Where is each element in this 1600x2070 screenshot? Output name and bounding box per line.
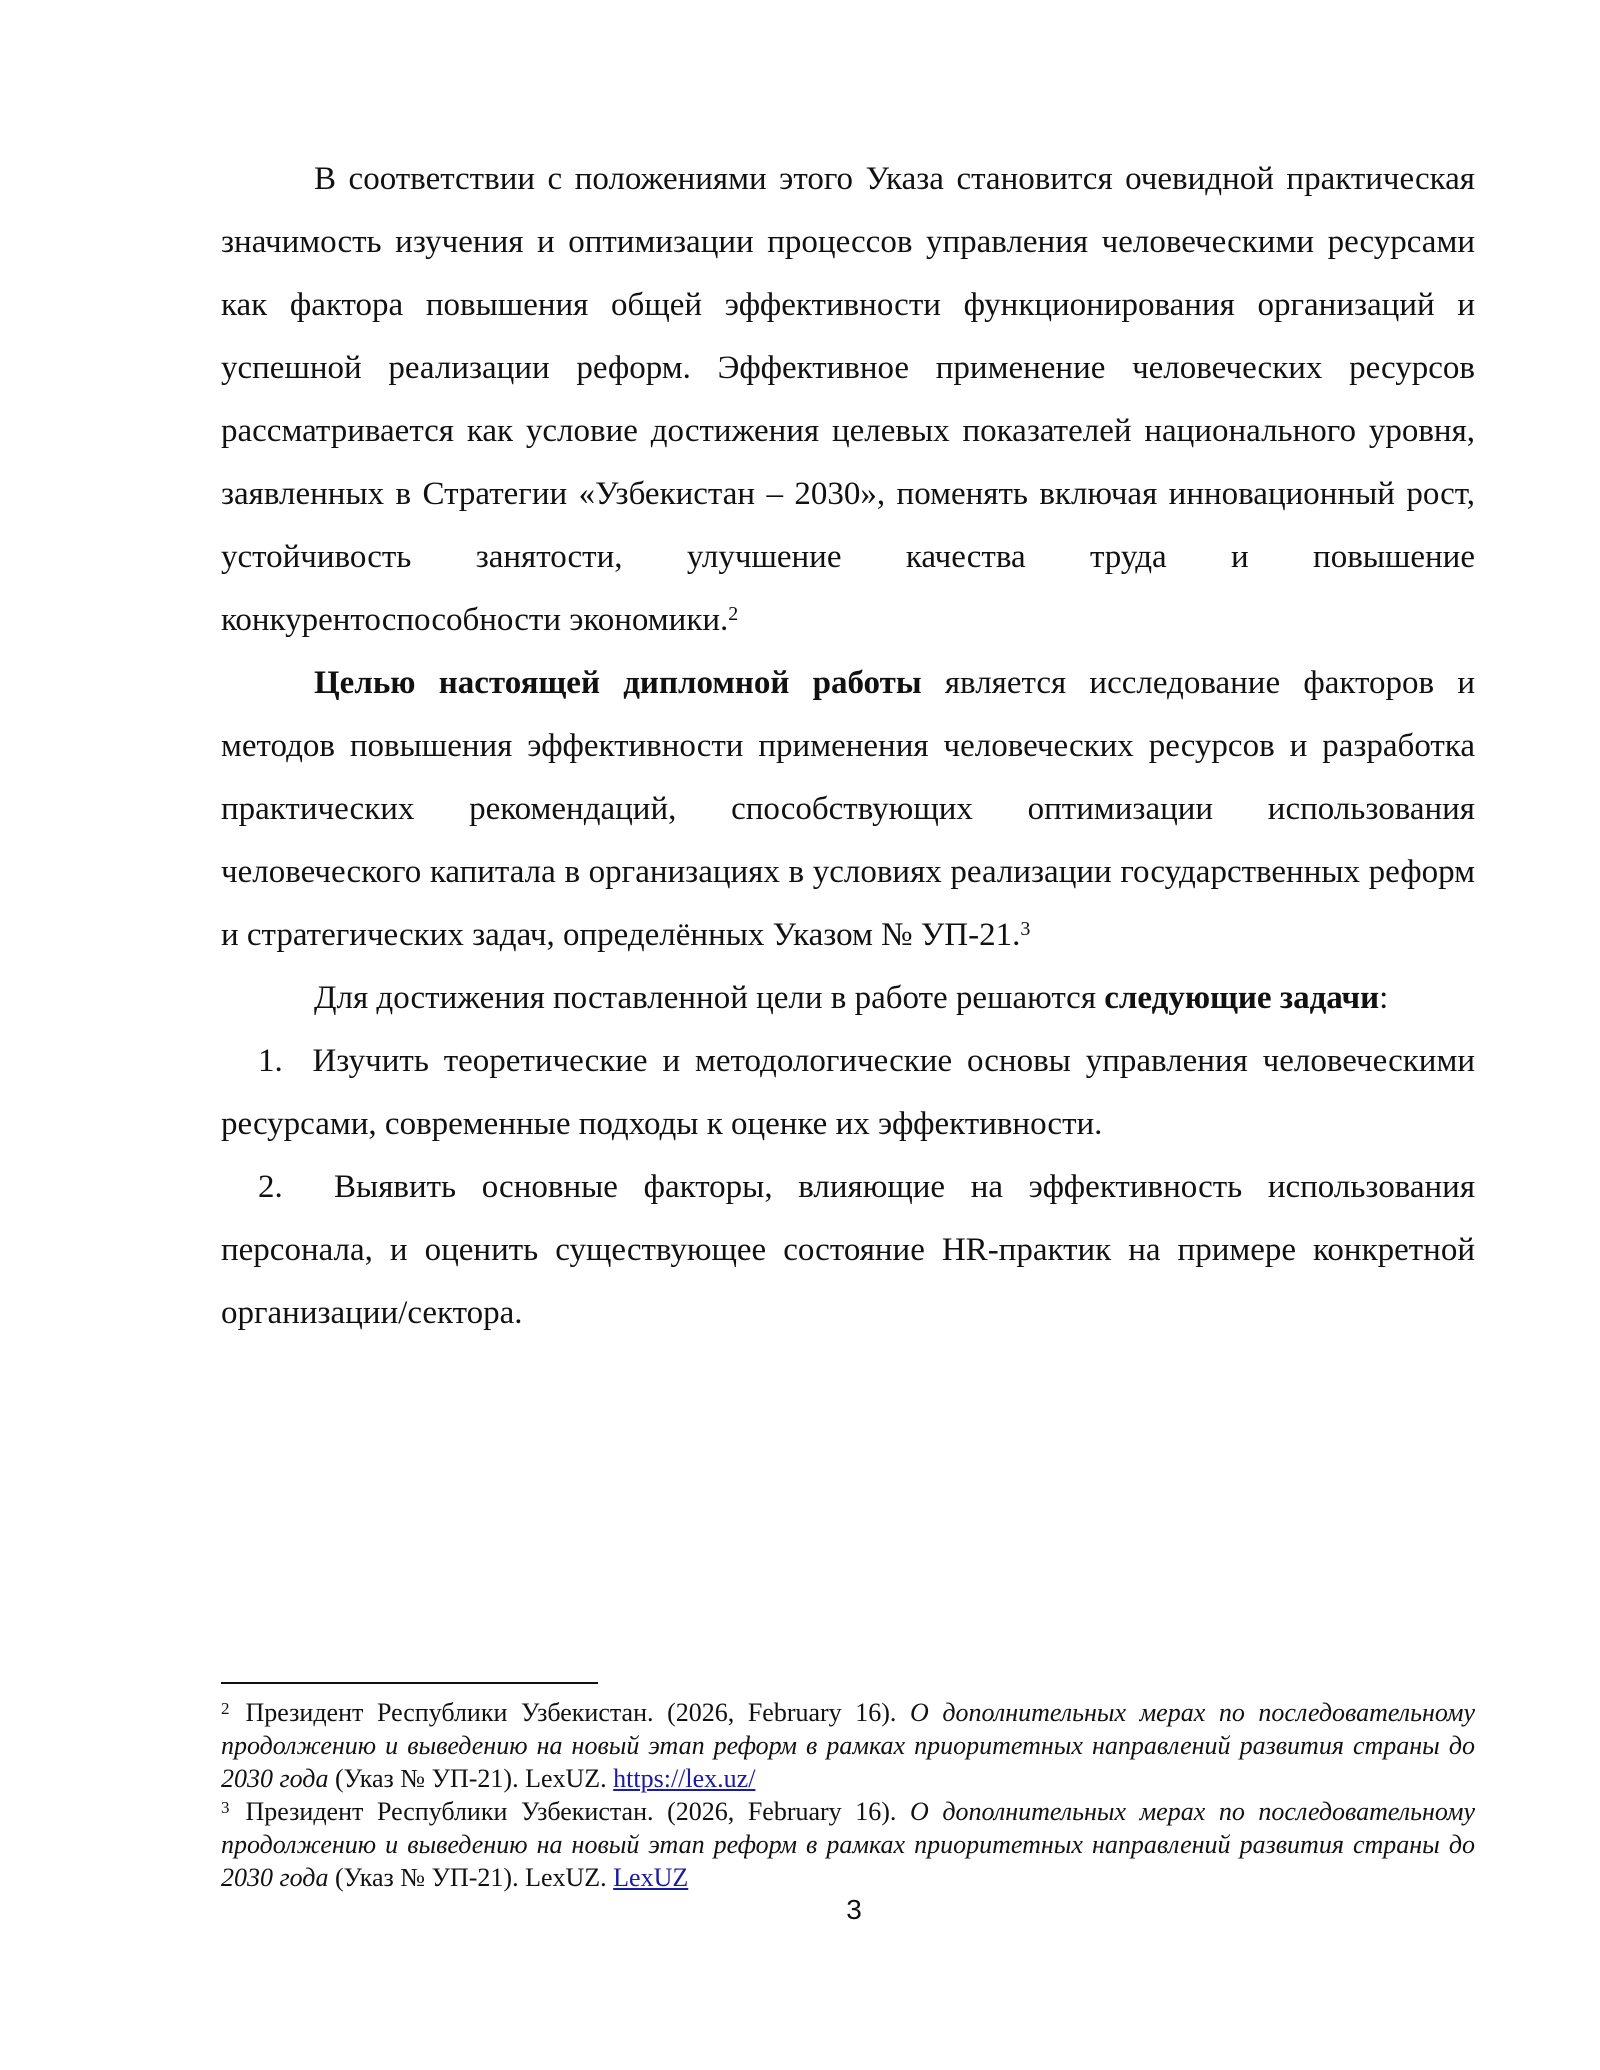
footnote-suffix: (Указ № УП-21). LexUZ. [328, 1764, 614, 1793]
footnote-suffix: (Указ № УП-21). LexUZ. [328, 1863, 614, 1892]
task-text: Изучить теоретические и методологические основы управления человеческими ресурсами, современные подходы к оценке их эффективности. [221, 1043, 1475, 1142]
footnote-link[interactable]: https://lex.uz/ [613, 1764, 756, 1793]
footnote-link[interactable]: LexUZ [613, 1863, 689, 1892]
task-text: Выявить основные факторы, влияющие на эффективность использования персонала, и оценить существующее состояние HR-практик на примере конкретной организации/сектора. [221, 1169, 1476, 1331]
task-number: 2. [258, 1169, 283, 1205]
footnote-ref-2[interactable]: 2 [728, 603, 739, 625]
footnote-prefix: Президент Республики Узбекистан. (2026, February 16). [245, 1797, 911, 1826]
paragraph-context [221, 148, 1475, 652]
body-text [221, 148, 1475, 1345]
task-item-2 [221, 1156, 1475, 1345]
task-item-1 [221, 1030, 1475, 1156]
paragraph-context-text: В соответствии с положениями этого Указа становится очевидной практическая значимость изучения и оптимизации процессов управления человеческими ресурсами как фактора повышения общей эффективности функционирования организаций и успешной реализации реформ. Эффективное применение человеческих ресурсов рассматривается как условие достижения целевых показателей национального уровня, заявленных в Стратегии «Узбекистан – 2030», поменять включая инновационный рост, устойчивость занятости, улучшение качества труда и повышение конкурентоспособности экономики. [221, 161, 1475, 638]
tasks-intro-text: Для достижения поставленной цели в работе решаются [314, 980, 1105, 1016]
paragraph-tasks-intro [221, 967, 1475, 1030]
footnote-ref-3[interactable]: 3 [1020, 918, 1031, 940]
tasks-intro-bold: следующие задачи [1104, 980, 1380, 1016]
footnote-title: О дополнительных мерах по последовательному продолжению и выведению на новый этап реформ в рамках приоритетных направлений развития страны до 2030 года [221, 1698, 1475, 1793]
paragraph-goal-text: является исследование факторов и методов повышения эффективности применения человеческих ресурсов и разработка практических рекомендаций, способствующих оптимизации использования человеческого капитала в организациях в условиях реализации государственных реформ и стратегических задач, определённых Указом № УП-21. [221, 665, 1476, 953]
task-number: 1. [258, 1043, 283, 1079]
footnote-2 [221, 1696, 1475, 1795]
paragraph-goal [221, 652, 1475, 967]
footnote-separator [221, 1682, 598, 1684]
footnote-3 [221, 1795, 1475, 1894]
footnote-prefix: Президент Республики Узбекистан. (2026, February 16). [245, 1698, 911, 1727]
tasks-intro-suffix: : [1379, 980, 1389, 1016]
footnote-title: О дополнительных мерах по последовательному продолжению и выведению на новый этап реформ в рамках приоритетных направлений развития страны до 2030 года [221, 1797, 1475, 1892]
page-number: 3 [846, 1894, 862, 1925]
footnotes [221, 1696, 1475, 1894]
goal-bold-lead: Целью настоящей дипломной работы [314, 665, 922, 701]
footnote-marker: 2 [221, 1699, 230, 1718]
footnote-marker: 3 [221, 1798, 230, 1817]
